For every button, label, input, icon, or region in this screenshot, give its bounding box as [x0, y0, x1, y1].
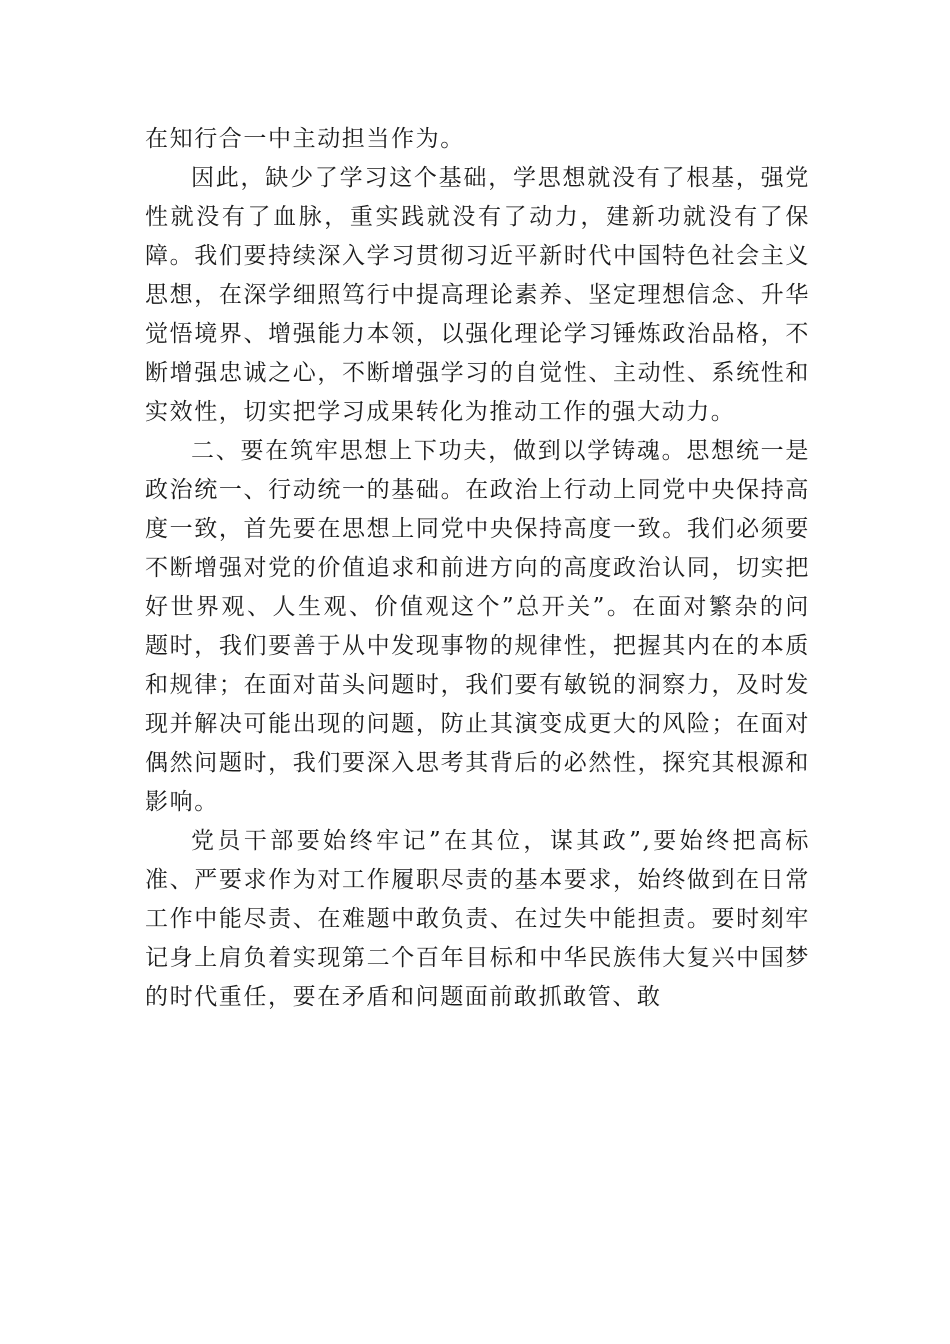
paragraph-section-two: 二、要在筑牢思想上下功夫，做到以学铸魂。思想统一是政治统一、行动统一的基础。在政治上行动上同党中央保持高度一致，首先要在思想上同党中央保持高度一致。我们必须要不断增强对党的价值追求和前进方向的高度政治认同，切实把好世界观、人生观、价值观这个”总开关”。在面对繁杂的问题时，我们要善于从中发现事物的规律性，把握其内在的本质和规律；在面对苗头问题时，我们要有敏锐的洞察力，及时发现并解决可能出现的问题，防止其演变成更大的风险；在面对偶然问题时，我们要深入思考其背后的必然性，探究其根源和影响。 — [145, 438, 810, 815]
paragraph-learning-foundation: 因此，缺少了学习这个基础，学思想就没有了根基，强党性就没有了血脉，重实践就没有了动力，建新功就没有了保障。我们要持续深入学习贯彻习近平新时代中国特色社会主义思想，在深学细照笃行中提高理论素养、坚定理想信念、升华觉悟境界、增强能力本领，以强化理论学习锤炼政治品格，不断增强忠诚之心，不断增强学习的自觉性、主动性、系统性和实效性，切实把学习成果转化为推动工作的强大动力。 — [145, 165, 810, 425]
paragraph-continuation: 在知行合一中主动担当作为。 — [145, 126, 465, 152]
paragraph-party-cadres: 党员干部要始终牢记”在其位，谋其政”,要始终把高标准、严要求作为对工作履职尽责的基本要求，始终做到在日常工作中能尽责、在难题中敢负责、在过失中能担责。要时刻牢记身上肩负着实现第二个百年目标和中华民族伟大复兴中国梦的时代重任，要在矛盾和问题面前敢抓敢管、敢 — [145, 828, 810, 1010]
document-body — [145, 120, 810, 1017]
